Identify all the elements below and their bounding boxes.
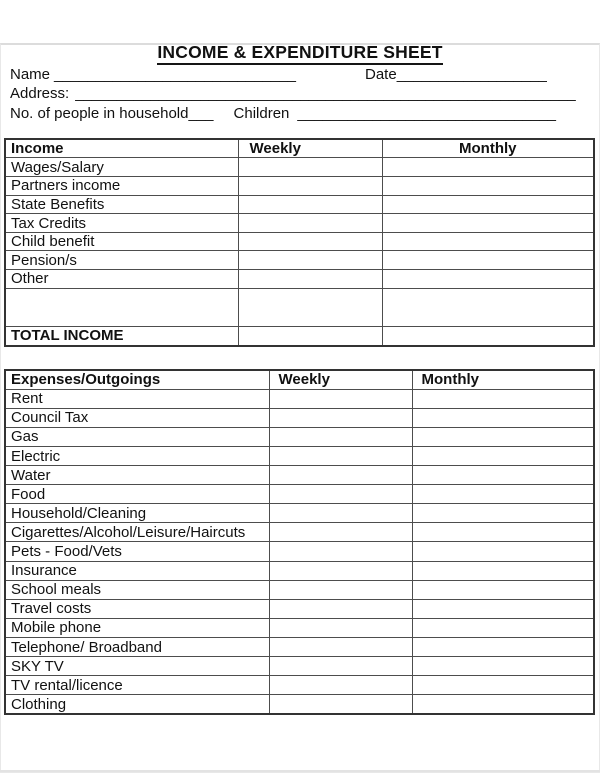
column-header: Income <box>5 139 238 158</box>
row-label: Rent <box>5 389 269 408</box>
row-label: Partners income <box>5 177 238 196</box>
weekly-value-cell[interactable] <box>269 466 412 485</box>
row-label: School meals <box>5 580 269 599</box>
row-label: Travel costs <box>5 599 269 618</box>
weekly-value-cell[interactable] <box>238 232 382 251</box>
column-header: Weekly <box>269 370 412 390</box>
household-line <box>0 104 600 123</box>
total-row <box>5 326 594 346</box>
table-row <box>5 561 594 580</box>
table-row <box>5 599 594 618</box>
weekly-total-cell[interactable] <box>238 326 382 346</box>
monthly-value-cell[interactable] <box>412 676 594 695</box>
table-row <box>5 214 594 233</box>
row-label: Clothing <box>5 695 269 715</box>
weekly-value-cell[interactable] <box>238 251 382 270</box>
monthly-value-cell[interactable] <box>382 232 594 251</box>
table-row <box>5 637 594 656</box>
monthly-value-cell[interactable] <box>412 447 594 466</box>
table-row <box>5 177 594 196</box>
column-header: Expenses/Outgoings <box>5 370 269 390</box>
monthly-value-cell[interactable] <box>412 504 594 523</box>
table-row <box>5 657 594 676</box>
monthly-value-cell[interactable] <box>412 389 594 408</box>
address-label: Address: <box>10 85 70 103</box>
weekly-value-cell[interactable] <box>269 389 412 408</box>
table-row <box>5 408 594 427</box>
row-label: Food <box>5 485 269 504</box>
column-header: Monthly <box>412 370 594 390</box>
address-blank-field[interactable]: ____________________________________________________________ <box>75 85 576 103</box>
row-label: Electric <box>5 447 269 466</box>
table-row <box>5 504 594 523</box>
row-label: Other <box>5 270 238 289</box>
monthly-value-cell[interactable] <box>412 580 594 599</box>
table-row <box>5 618 594 637</box>
monthly-value-cell[interactable] <box>412 485 594 504</box>
monthly-value-cell[interactable] <box>382 177 594 196</box>
table-row <box>5 676 594 695</box>
row-label: Cigarettes/Alcohol/Leisure/Haircuts <box>5 523 269 542</box>
row-label: Tax Credits <box>5 214 238 233</box>
column-header: Weekly <box>238 139 382 158</box>
row-label: Council Tax <box>5 408 269 427</box>
monthly-value-cell[interactable] <box>412 561 594 580</box>
weekly-value-cell[interactable] <box>269 618 412 637</box>
header-row <box>5 139 594 158</box>
monthly-value-cell[interactable] <box>412 523 594 542</box>
table-row <box>5 251 594 270</box>
monthly-value-cell[interactable] <box>412 695 594 715</box>
monthly-value-cell[interactable] <box>412 637 594 656</box>
weekly-value-cell[interactable] <box>269 637 412 656</box>
monthly-value-cell[interactable] <box>412 599 594 618</box>
date-label: Date <box>365 66 397 83</box>
expenses-table <box>4 369 595 716</box>
table-row <box>5 427 594 446</box>
weekly-value-cell[interactable] <box>269 676 412 695</box>
weekly-value-cell[interactable] <box>269 561 412 580</box>
table-row <box>5 232 594 251</box>
cutoff-gridline <box>0 770 600 772</box>
table-row <box>5 389 594 408</box>
weekly-value-cell[interactable] <box>238 214 382 233</box>
table-row <box>5 695 594 715</box>
row-label: Water <box>5 466 269 485</box>
row-label: Telephone/ Broadband <box>5 637 269 656</box>
table-row <box>5 288 594 326</box>
row-label: Gas <box>5 427 269 446</box>
monthly-value-cell[interactable] <box>382 288 594 326</box>
row-label <box>5 288 238 326</box>
weekly-value-cell[interactable] <box>269 542 412 561</box>
weekly-value-cell[interactable] <box>238 270 382 289</box>
table-row <box>5 270 594 289</box>
monthly-value-cell[interactable] <box>412 466 594 485</box>
weekly-value-cell[interactable] <box>269 427 412 446</box>
date-group <box>365 65 547 84</box>
header-row <box>5 370 594 390</box>
monthly-value-cell[interactable] <box>412 427 594 446</box>
row-label: Household/Cleaning <box>5 504 269 523</box>
income-table <box>4 138 595 347</box>
monthly-value-cell[interactable] <box>412 657 594 676</box>
monthly-value-cell[interactable] <box>412 408 594 427</box>
table-row <box>5 485 594 504</box>
row-label: Insurance <box>5 561 269 580</box>
row-label: Child benefit <box>5 232 238 251</box>
row-label: Mobile phone <box>5 618 269 637</box>
monthly-value-cell[interactable] <box>382 251 594 270</box>
household-blank-field[interactable]: ___ <box>188 104 214 122</box>
name-blank-field[interactable]: _____________________________ <box>54 66 296 83</box>
row-label: State Benefits <box>5 195 238 214</box>
page-title-text: INCOME & EXPENDITURE SHEET <box>157 42 442 65</box>
weekly-value-cell[interactable] <box>269 447 412 466</box>
page-title <box>0 43 600 62</box>
weekly-value-cell[interactable] <box>269 523 412 542</box>
row-label: Pension/s <box>5 251 238 270</box>
name-line <box>0 65 600 84</box>
household-label: No. of people in household <box>10 104 189 122</box>
name-label: Name <box>10 66 51 83</box>
weekly-value-cell[interactable] <box>269 504 412 523</box>
table-row <box>5 466 594 485</box>
monthly-value-cell[interactable] <box>382 214 594 233</box>
address-line <box>0 84 600 103</box>
weekly-value-cell[interactable] <box>238 288 382 326</box>
monthly-total-cell[interactable] <box>382 326 594 346</box>
weekly-value-cell[interactable] <box>238 158 382 177</box>
row-label: TV rental/licence <box>5 676 269 695</box>
children-blank-field[interactable]: _______________________________ <box>297 104 557 122</box>
column-header: Monthly <box>382 139 594 158</box>
weekly-value-cell[interactable] <box>269 580 412 599</box>
weekly-value-cell[interactable] <box>238 177 382 196</box>
weekly-value-cell[interactable] <box>269 408 412 427</box>
table-row <box>5 580 594 599</box>
weekly-value-cell[interactable] <box>269 695 412 715</box>
date-blank-field[interactable]: __________________ <box>396 66 547 83</box>
monthly-value-cell[interactable] <box>412 542 594 561</box>
row-label: Wages/Salary <box>5 158 238 177</box>
table-row <box>5 542 594 561</box>
monthly-value-cell[interactable] <box>412 618 594 637</box>
weekly-value-cell[interactable] <box>269 599 412 618</box>
weekly-value-cell[interactable] <box>269 485 412 504</box>
monthly-value-cell[interactable] <box>382 158 594 177</box>
weekly-value-cell[interactable] <box>269 657 412 676</box>
weekly-value-cell[interactable] <box>238 195 382 214</box>
monthly-value-cell[interactable] <box>382 270 594 289</box>
table-row <box>5 523 594 542</box>
monthly-value-cell[interactable] <box>382 195 594 214</box>
row-label: Pets - Food/Vets <box>5 542 269 561</box>
table-row <box>5 195 594 214</box>
table-row <box>5 158 594 177</box>
table-row <box>5 447 594 466</box>
children-label: Children <box>233 104 290 122</box>
form-header <box>0 65 600 123</box>
income-expenditure-sheet <box>0 43 600 773</box>
total-label: TOTAL INCOME <box>5 326 238 346</box>
row-label: SKY TV <box>5 657 269 676</box>
